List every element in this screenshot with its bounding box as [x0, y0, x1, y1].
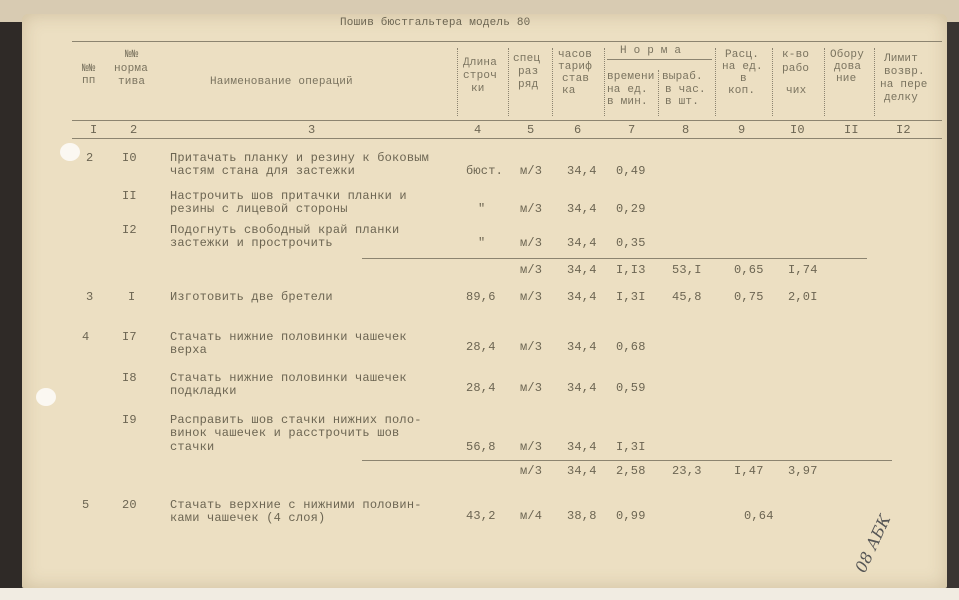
cell-spec: м/3: [520, 202, 543, 216]
cell-norm: I7: [122, 330, 137, 344]
col-number: II: [844, 123, 859, 137]
cell-spec: м/3: [520, 164, 543, 178]
cell-rate: 34,4: [567, 236, 597, 250]
header-text: Длина: [463, 57, 498, 69]
cell-rate: 34,4: [567, 202, 597, 216]
cell-spec: м/3: [520, 236, 543, 250]
header-bottom-rule: [72, 120, 942, 121]
cell-op: Стачать верхние с нижними половин-: [170, 498, 422, 512]
numbers-bottom-rule: [72, 138, 942, 139]
col-number: 7: [628, 123, 636, 137]
header-text: рабо: [782, 63, 810, 75]
header-text: к-во: [782, 49, 810, 61]
cell-spec: м/3: [520, 290, 543, 304]
header-col3: Наименование операций: [210, 76, 353, 88]
cell-time: 0,35: [616, 236, 646, 250]
cell-len: бюст.: [466, 164, 504, 178]
header-text: в шт.: [665, 96, 700, 108]
col-number: 8: [682, 123, 690, 137]
cell-spec: м/3: [520, 340, 543, 354]
header-text: тариф: [558, 61, 593, 73]
cell-time: 0,59: [616, 381, 646, 395]
cell-price: 0,65: [734, 263, 764, 277]
header-text: ряд: [518, 79, 539, 91]
cell-norm: I: [128, 290, 136, 304]
header-text: времени: [607, 71, 655, 83]
col-number: 9: [738, 123, 746, 137]
punch-hole: [36, 388, 56, 406]
header-text: №№: [125, 49, 139, 61]
cell-len: 28,4: [466, 381, 496, 395]
cell-rate: 34,4: [567, 440, 597, 454]
header-text: часов: [558, 49, 593, 61]
cell-workers: I,74: [788, 263, 818, 277]
cell-spec: м/3: [520, 381, 543, 395]
header-norma: Н о р м а: [620, 45, 682, 57]
cell-op: Стачать нижние половинки чашечек: [170, 330, 407, 344]
col-number: I2: [896, 123, 911, 137]
cell-len: 28,4: [466, 340, 496, 354]
header-text: став: [562, 73, 590, 85]
header-text: выраб.: [662, 71, 703, 83]
cell-time: 0,99: [616, 509, 646, 523]
cell-rate: 34,4: [567, 263, 597, 277]
col-number: I0: [790, 123, 805, 137]
cell-len: ": [478, 236, 486, 250]
cell-out: 53,I: [672, 263, 702, 277]
cell-op: Подогнуть свободный край планки: [170, 223, 400, 237]
cell-op: Притачать планку и резину к боковым: [170, 151, 430, 165]
header-text: на ед.: [722, 61, 763, 73]
cell-op: Изготовить две бретели: [170, 290, 333, 304]
cell-spec: м/3: [520, 464, 543, 478]
cell-spec: м/4: [520, 509, 543, 523]
cell-norm: I0: [122, 151, 137, 165]
header-text: в мин.: [607, 96, 648, 108]
cell-op: верха: [170, 343, 208, 357]
col-sep: [824, 48, 825, 116]
header-text: делку: [884, 92, 919, 104]
header-text: коп.: [728, 85, 756, 97]
cell-price: 0,75: [734, 290, 764, 304]
cell-price: 0,64: [744, 509, 774, 523]
subtotal-rule: [362, 258, 867, 259]
cell-pp: 4: [82, 330, 90, 344]
cell-norm: I8: [122, 371, 137, 385]
col-sep: [552, 48, 553, 116]
header-text: Расц.: [725, 49, 760, 61]
cell-time: 0,68: [616, 340, 646, 354]
header-text: возвр.: [884, 66, 925, 78]
col-number: 4: [474, 123, 482, 137]
header-text: строч: [463, 70, 498, 82]
cell-rate: 34,4: [567, 381, 597, 395]
col-sep: [604, 48, 605, 116]
cell-pp: 5: [82, 498, 90, 512]
cell-len: 43,2: [466, 509, 496, 523]
cell-rate: 38,8: [567, 509, 597, 523]
cell-out: 23,3: [672, 464, 702, 478]
col-number: 5: [527, 123, 535, 137]
cell-time: I,3I: [616, 440, 646, 454]
cell-rate: 34,4: [567, 340, 597, 354]
cell-price: I,47: [734, 464, 764, 478]
col-number: I: [90, 123, 98, 137]
cell-workers: 3,97: [788, 464, 818, 478]
header-text: ние: [836, 73, 857, 85]
punch-hole: [60, 143, 80, 161]
cell-time: I,I3: [616, 263, 646, 277]
cell-norm: 20: [122, 498, 137, 512]
handwritten-annotation: 08 АБК: [851, 511, 895, 576]
cell-norm: II: [122, 189, 137, 203]
col-sep: [508, 48, 509, 116]
subtotal-rule: [362, 460, 892, 461]
header-top-rule: [72, 41, 942, 42]
cell-workers: 2,0I: [788, 290, 818, 304]
cell-time: I,3I: [616, 290, 646, 304]
header-text: чих: [786, 85, 807, 97]
cell-len: ": [478, 202, 486, 216]
header-text: ка: [562, 85, 576, 97]
cell-op: ками чашечек (4 слоя): [170, 511, 326, 525]
cell-norm: I9: [122, 413, 137, 427]
cell-op: застежки и прострочить: [170, 236, 333, 250]
cell-op: Настрочить шов притачки планки и: [170, 189, 407, 203]
cell-pp: 3: [86, 290, 94, 304]
page-title: Пошив бюстгальтера модель 80: [340, 17, 531, 29]
header-text: Обору: [830, 49, 865, 61]
cell-op: Расправить шов стачки нижних поло-: [170, 413, 422, 427]
header-text: на пере: [880, 79, 928, 91]
cell-spec: м/3: [520, 440, 543, 454]
col-number: 6: [574, 123, 582, 137]
cell-out: 45,8: [672, 290, 702, 304]
header-text: на ед.: [607, 84, 648, 96]
header-text: в час.: [665, 84, 706, 96]
cell-pp: 2: [86, 151, 94, 165]
col-sep: [715, 48, 716, 116]
cell-rate: 34,4: [567, 464, 597, 478]
header-text: тива: [118, 76, 146, 88]
cell-op: винок чашечек и расстрочить шов: [170, 426, 400, 440]
cell-len: 89,6: [466, 290, 496, 304]
cell-len: 56,8: [466, 440, 496, 454]
header-text: Лимит: [884, 53, 919, 65]
cell-op: подкладки: [170, 384, 237, 398]
cell-time: 2,58: [616, 464, 646, 478]
col-sep: [772, 48, 773, 116]
col-number: 3: [308, 123, 316, 137]
header-text: спец: [513, 53, 541, 65]
header-text: дова: [834, 61, 862, 73]
cell-time: 0,49: [616, 164, 646, 178]
cell-op: Стачать нижние половинки чашечек: [170, 371, 407, 385]
col-number: 2: [130, 123, 138, 137]
header-text: пп: [82, 75, 96, 87]
col-sep: [457, 48, 458, 116]
cell-spec: м/3: [520, 263, 543, 277]
cell-op: стачки: [170, 440, 215, 454]
binder-edge: [0, 22, 22, 588]
cell-rate: 34,4: [567, 164, 597, 178]
header-text: в: [740, 73, 747, 85]
header-text: ки: [471, 83, 485, 95]
col-sep: [874, 48, 875, 116]
cell-norm: I2: [122, 223, 137, 237]
header-text: норма: [114, 63, 149, 75]
cell-rate: 34,4: [567, 290, 597, 304]
header-text: №№: [82, 63, 96, 75]
col-sep: [658, 70, 659, 116]
cell-op: частям стана для застежки: [170, 164, 356, 178]
bottom-strip: [0, 588, 959, 600]
cell-time: 0,29: [616, 202, 646, 216]
header-text: раз: [518, 66, 539, 78]
document-sheet: [22, 14, 947, 588]
norma-rule: [607, 59, 712, 60]
cell-op: резины с лицевой стороны: [170, 202, 348, 216]
